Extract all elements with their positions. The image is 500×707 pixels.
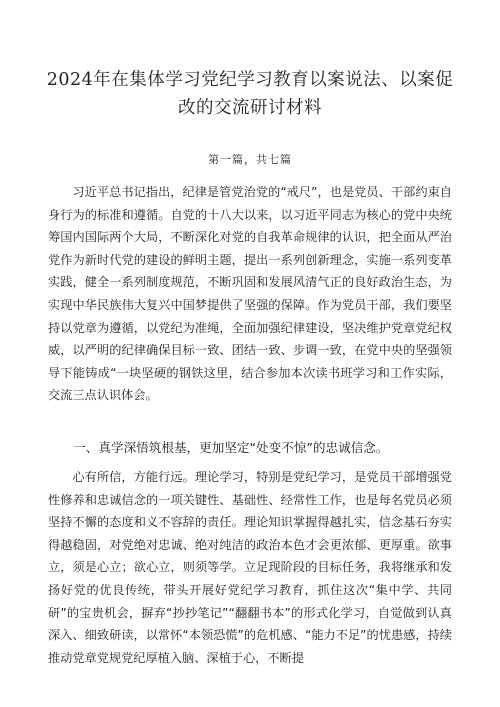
intro-paragraph: 习近平总书记指出，纪律是管党治党的“戒尺”，也是党员、干部约束自身行为的标准和遵循。自党的十八大以来，以习近平同志为核心的党中央统筹国内国际两个大局，不断深化对党的自我革命规律的认识，把全面从严治党作为新时代党的建设的鲜明主题，提出一系列创新理念，实施一系列变革实践，健全一系列制度规范，不断巩固和发展风清气正的良好政治生态，为实现中华民族伟大复兴中国梦提供了坚强的保障。作为党员干部，我们要坚持以党章为遵循，以党纪为准绳，全面加强纪律建设，坚决维护党章党纪权威，以严明的纪律确保目标一致、团结一致、步调一致，在党中央的坚强领导下能铸成“一块坚硬的钢铁这里，结合参加本次读书班学习和工作实际，交流三点认识体会。 (48, 185, 452, 403)
document-title: 2024年在集体学习党纪学习教育以案说法、以案促改的交流研讨材料 (46, 70, 454, 118)
section-heading: 一、真学深悟筑根基，更加坚定“处变不惊”的忠诚信念。 (73, 440, 389, 455)
section-paragraph: 心有所信，方能行远。理论学习，特别是党纪学习，是党员干部增强党性修养和忠诚信念的一项关键性、基础性、经常性工作，也是每名党员必须坚持不懈的态度和义不容辞的责任。理论知识掌握得越扎实，信念基石夯实得越稳固，对党绝对忠诚、绝对纯洁的政治本色才会更浓郁、更厚重。欲事立，须是心立；欲心立，则须等学。立足现阶段的目标任务，我将继承和发扬好党的优良传统，带头开展好党纪学习教育，抓住这次“集中学、共同研”的宝贵机会，摒弃“抄抄笔记”“翻翻书本”的形式化学习，自觉做到认真深入、细致研读，以常怀“本领恐慌”的危机感、“能力不足”的忧患感，持续推动党章党规党纪厚植入脑、深植于心，不断提 (48, 470, 452, 665)
document-subtitle: 第一篇，共七篇 (208, 153, 292, 166)
